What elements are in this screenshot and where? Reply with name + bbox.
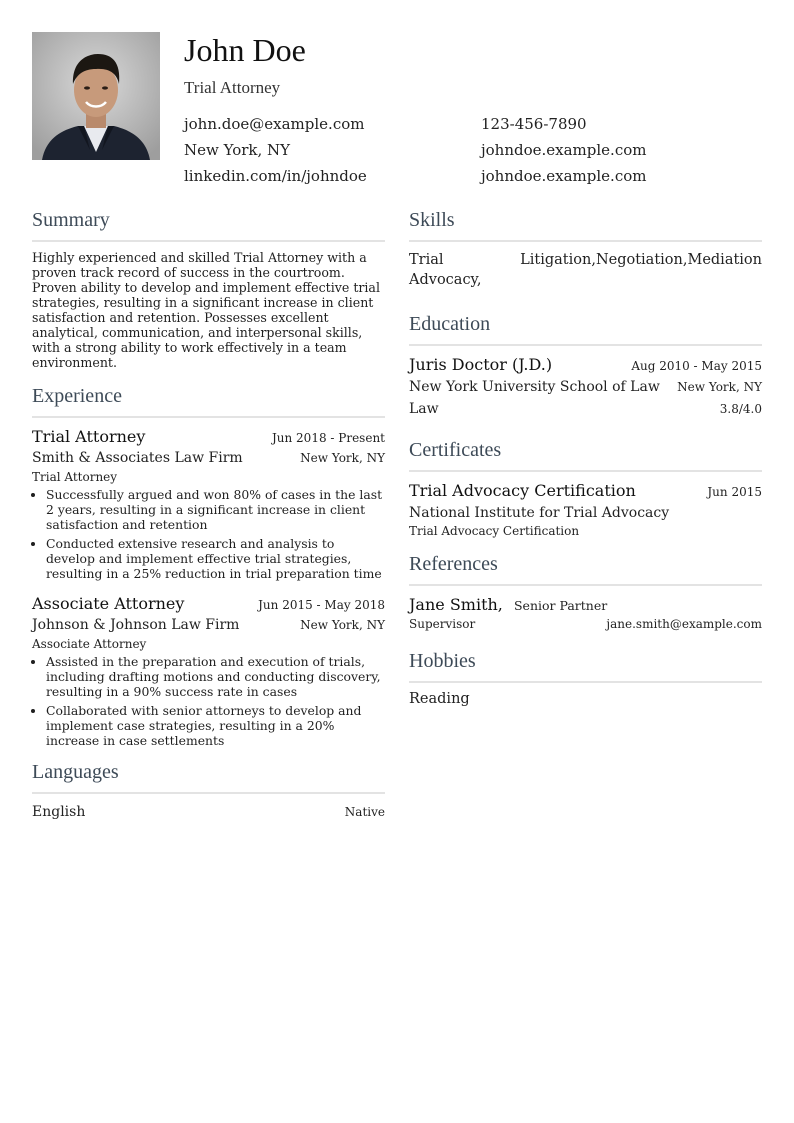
job-bullets <box>32 487 385 581</box>
profile-photo <box>32 32 160 160</box>
contact-info <box>184 114 664 186</box>
job-bullet: • Collaborated with senior attorneys to develop and implement case strategies, resulting in a 20% increase in case settlements <box>46 703 385 748</box>
job-company: Smith & Associates Law Firm <box>32 450 243 466</box>
linkedin-link[interactable]: linkedin.com/in/johndoe <box>184 167 367 185</box>
experience-section <box>32 384 385 748</box>
left-column <box>32 208 385 822</box>
languages-heading: Languages <box>32 760 385 794</box>
reference-relation: Supervisor <box>409 617 476 631</box>
website-link-secondary[interactable]: johndoe.example.com <box>481 167 647 185</box>
references-section <box>409 552 762 631</box>
phone-number[interactable]: 123-456-7890 <box>481 115 587 133</box>
reference-name: Jane Smith, <box>409 595 503 614</box>
education-degree: Juris Doctor (J.D.) <box>409 355 553 374</box>
job-location: New York, NY <box>300 618 385 632</box>
location-text: New York, NY <box>184 141 291 159</box>
right-column <box>409 208 762 707</box>
job-title: Trial Attorney <box>32 427 146 446</box>
summary-section <box>32 208 385 370</box>
candidate-title: Trial Attorney <box>184 78 281 97</box>
education-school: New York University School of Law <box>409 379 660 395</box>
hobby-item: Reading <box>409 691 470 707</box>
language-name: English <box>32 804 86 820</box>
resume-header <box>32 32 762 192</box>
job-position: Trial Attorney <box>32 470 118 484</box>
job-date: Jun 2018 - Present <box>271 431 385 445</box>
resume-page <box>32 32 762 820</box>
portrait-image <box>32 32 160 160</box>
hobbies-heading: Hobbies <box>409 649 762 683</box>
education-section <box>409 312 762 420</box>
skill-item: Trial Advocacy, <box>409 252 482 288</box>
education-heading: Education <box>409 312 762 346</box>
reference-name-row <box>409 594 762 617</box>
education-gpa: 3.8/4.0 <box>719 402 762 416</box>
skills-section <box>409 208 762 290</box>
education-date: Aug 2010 - May 2015 <box>631 359 762 373</box>
skill-item: Mediation <box>687 252 762 268</box>
job-bullets <box>32 654 385 748</box>
job-bullet: • Successfully argued and won 80% of cases in the last 2 years, resulting in a significant increase in client satisfaction and retention <box>46 487 385 532</box>
job-bullet: • Assisted in the preparation and execution of trials, including drafting motions and conducting discovery, resulting in a 90% success rate in cases <box>46 654 385 699</box>
skills-list <box>409 250 762 290</box>
candidate-name: John Doe <box>184 32 306 68</box>
job-location: New York, NY <box>300 451 385 465</box>
certificates-section <box>409 438 762 538</box>
skill-item: Negotiation, <box>595 252 688 268</box>
language-item <box>32 802 385 822</box>
education-field: Law <box>409 401 439 417</box>
job-bullet: • Conducted extensive research and analysis to develop and implement effective trial strategies, resulting in a 25% reduction in trial preparation time <box>46 536 385 581</box>
certificates-heading: Certificates <box>409 438 762 472</box>
reference-email[interactable]: jane.smith@example.com <box>606 617 762 631</box>
summary-heading: Summary <box>32 208 385 242</box>
languages-section <box>32 760 385 822</box>
job-date: Jun 2015 - May 2018 <box>258 598 385 612</box>
language-level: Native <box>344 805 385 819</box>
hobbies-section <box>409 649 762 707</box>
job-position: Associate Attorney <box>32 637 147 651</box>
skills-heading: Skills <box>409 208 762 242</box>
skill-item: Litigation, <box>520 252 596 268</box>
job-entry <box>32 593 385 748</box>
email-link[interactable]: john.doe@example.com <box>184 115 365 133</box>
education-location: New York, NY <box>677 380 762 394</box>
references-heading: References <box>409 552 762 586</box>
experience-heading: Experience <box>32 384 385 418</box>
certificate-subtitle: Trial Advocacy Certification <box>409 524 580 538</box>
certificate-issuer: National Institute for Trial Advocacy <box>409 505 670 521</box>
job-title: Associate Attorney <box>32 594 185 613</box>
job-entry <box>32 426 385 581</box>
certificate-date: Jun 2015 <box>707 485 762 499</box>
website-link[interactable]: johndoe.example.com <box>481 141 647 159</box>
reference-role: Senior Partner <box>513 598 608 613</box>
certificate-title: Trial Advocacy Certification <box>409 481 636 500</box>
summary-text: Highly experienced and skilled Trial Attorney with a proven track record of success in the courtroom. Proven ability to develop and implement effective trial strategies, resulting in a significant increase in client satisfaction and retention. Possesses excellent analytical, communication, and interpersonal skills, with a strong ability to work effectively in a team environment. <box>32 250 380 370</box>
job-company: Johnson & Johnson Law Firm <box>32 617 240 633</box>
